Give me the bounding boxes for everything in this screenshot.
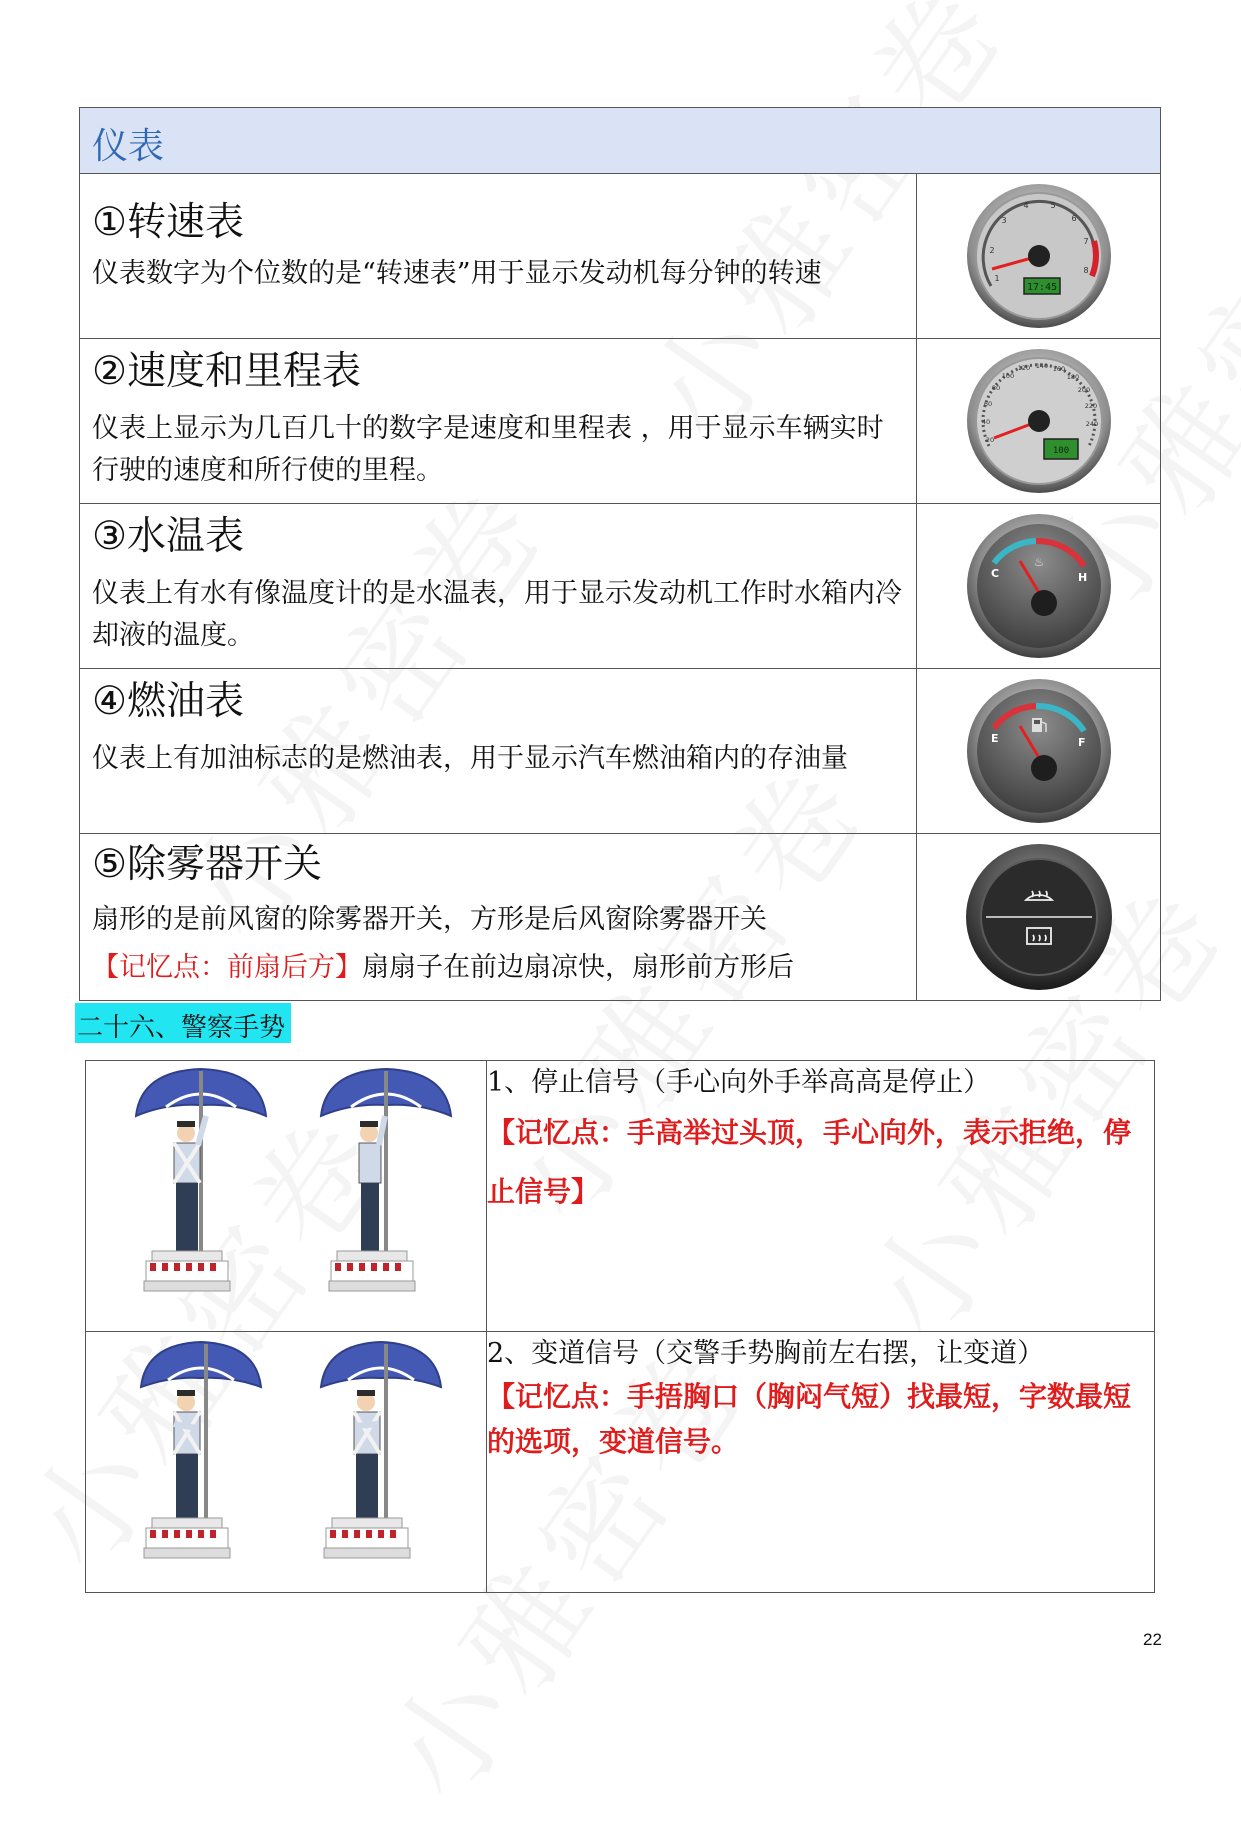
tick-label: 180 <box>1066 373 1079 381</box>
gauge-title: ②速度和里程表 <box>92 349 361 394</box>
tick-label: 220 <box>1084 402 1097 410</box>
gauges-table <box>79 107 1161 1001</box>
tick-label: 4 <box>1023 201 1029 210</box>
tick-label: 20 <box>985 436 994 444</box>
gesture-row <box>86 1061 1155 1332</box>
tick-label: 160 <box>1052 365 1065 373</box>
gauge-row <box>80 174 1161 339</box>
tick-label: 6 <box>1071 214 1077 223</box>
gauges-heading: 仪表 <box>80 108 1161 174</box>
tick-label: 240 <box>1085 420 1098 428</box>
tick-label: 100 <box>1001 372 1014 380</box>
tick-label: 40 <box>981 418 990 426</box>
speedometer-icon <box>964 346 1114 496</box>
tick-label: 120 <box>1017 364 1030 372</box>
tick-label: 5 <box>1050 201 1056 210</box>
tick-label: 60 <box>983 400 992 408</box>
page-number: 22 <box>1143 1630 1162 1649</box>
coolant-icon: ♨ <box>1033 555 1044 569</box>
gauge-title: ⑤除雾器开关 <box>92 842 322 887</box>
memory-tip <box>92 947 906 989</box>
gesture-memory-tip: 【记忆点：手高举过头顶，手心向外，表示拒绝，停止信号】 <box>487 1116 1132 1208</box>
tick-label: 2 <box>989 246 995 255</box>
full-label: F <box>1077 736 1086 749</box>
defogger-switch-icon <box>964 842 1114 992</box>
police-stop-signal-figure <box>86 1061 486 1327</box>
fuel-gauge-icon <box>964 676 1114 826</box>
tick-label: 3 <box>1001 216 1007 225</box>
hot-label: H <box>1077 571 1087 584</box>
tick-label: 8 <box>1083 266 1089 275</box>
gestures-heading: 二十六、警察手势 <box>75 1003 291 1043</box>
police-lane-change-figure <box>86 1332 486 1588</box>
gauge-description: 仪表上有水有像温度计的是水温表，用于显示发动机工作时水箱内冷却液的温度。 <box>92 577 902 651</box>
memory-tip-text: 扇扇子在前边扇凉快，扇形前方形后 <box>362 951 794 983</box>
gesture-title: 2、变道信号（交警手势胸前左右摆，让变道） <box>487 1338 1045 1369</box>
empty-label: E <box>990 732 999 745</box>
gauge-title: ④燃油表 <box>92 679 244 724</box>
water-temp-gauge-icon <box>964 511 1114 661</box>
tick-label: 140 <box>1035 362 1048 370</box>
gesture-memory-tip: 【记忆点：手捂胸口（胸闷气短）找最短，字数最短的选项，变道信号。 <box>487 1380 1132 1458</box>
tachometer-icon <box>964 181 1114 331</box>
gauge-title: ③水温表 <box>92 514 244 559</box>
gauge-description: 仪表数字为个位数的是“转速表”用于显示发动机每分钟的转速 <box>92 257 822 289</box>
gauge-row <box>80 339 1161 504</box>
gauge-description: 仪表上显示为几百几十的数字是速度和里程表 ，用于显示车辆实时行驶的速度和所行使的里程。 <box>92 412 884 486</box>
tick-label: 200 <box>1077 386 1090 394</box>
gauge-description: 扇形的是前风窗的除雾器开关，方形是后风窗除雾器开关 <box>92 903 767 935</box>
gauge-description: 仪表上有加油标志的是燃油表，用于显示汽车燃油箱内的存油量 <box>92 742 848 774</box>
tachometer-readout: 17:45 <box>1026 282 1057 293</box>
gesture-title: 1、停止信号（手心向外手举高高是停止） <box>487 1067 991 1098</box>
tick-label: 80 <box>991 384 1000 392</box>
gauge-row <box>80 669 1161 834</box>
odometer-readout: 100 <box>1052 446 1069 456</box>
tick-label: 1 <box>994 274 1000 283</box>
tick-label: 7 <box>1083 237 1089 246</box>
cold-label: C <box>990 567 999 580</box>
gesture-row <box>86 1332 1155 1593</box>
gauge-title: ①转速表 <box>92 200 244 245</box>
gauge-row <box>80 504 1161 669</box>
memory-tip-label: 【记忆点：前扇后方】 <box>92 951 362 983</box>
gauge-row <box>80 834 1161 1001</box>
gestures-table <box>85 1060 1155 1593</box>
